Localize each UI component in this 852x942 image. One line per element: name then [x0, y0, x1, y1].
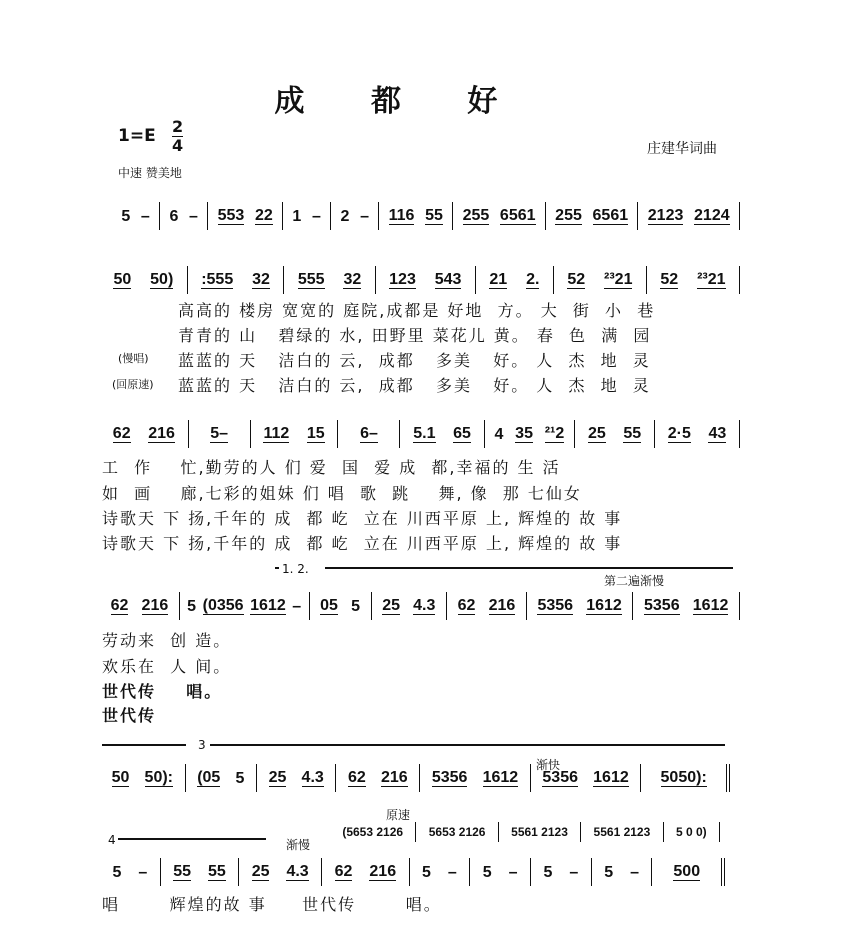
measure — [485, 420, 575, 448]
volta-line — [325, 567, 733, 569]
measure — [420, 764, 531, 792]
note-group: 62 — [334, 863, 353, 880]
measure — [647, 266, 740, 294]
measure — [575, 420, 655, 448]
measure — [100, 764, 186, 792]
note-group: 1612 — [250, 597, 286, 614]
lyric-line: 诗歌天 下 扬,千年的 成 都 屹 立在 川西平原 上, 辉煌的 故 事 — [102, 509, 623, 528]
note-group: 216 — [369, 863, 397, 880]
accompaniment-measure: 5 0 0) — [664, 822, 720, 842]
measure — [284, 266, 375, 294]
lyric-line: 唱 辉煌的故 事 世代传 唱。 — [102, 895, 442, 914]
note-group: 6561 — [499, 207, 536, 224]
lyric-line: 欢乐在 人 间。 — [102, 657, 232, 676]
measure — [189, 420, 251, 448]
note-group: 55 — [207, 863, 226, 880]
author-credit: 庄建华词曲 — [647, 141, 717, 157]
note-group: 50 — [113, 271, 132, 288]
note-group: 1612 — [692, 597, 729, 614]
song-title: 成 都 好 — [274, 84, 526, 119]
measure — [652, 858, 725, 886]
lyric-line: 如 画 廊,七彩的姐妹 们 唱 歌 跳 舞, 像 那 七仙女 — [102, 484, 582, 503]
note-group: 5 — [482, 863, 492, 881]
note-group: 216 — [148, 425, 175, 442]
note-group: – — [630, 863, 639, 881]
measure — [531, 858, 592, 886]
tempo-annotation: 渐慢 — [286, 838, 311, 852]
measure — [331, 202, 379, 230]
measure — [379, 202, 453, 230]
measure — [161, 858, 240, 886]
measure — [400, 420, 484, 448]
note-group: 43 — [708, 425, 727, 442]
measure — [531, 764, 642, 792]
note-group: 55 — [173, 863, 191, 880]
note-group: 50 — [111, 769, 130, 786]
note-group: (0356 — [202, 597, 244, 614]
system-2 — [100, 264, 740, 294]
measure — [554, 266, 647, 294]
measure — [372, 592, 447, 620]
note-group: 6561 — [592, 207, 629, 224]
note-group: 25 — [251, 863, 270, 880]
note-group: 5050): — [660, 769, 707, 786]
measure — [239, 858, 322, 886]
volta-bracket: 3 — [198, 738, 206, 752]
measure — [100, 420, 189, 448]
note-group: 5356 — [537, 597, 574, 614]
note-group: – — [292, 597, 302, 615]
note-group: 5 — [121, 207, 131, 225]
note-group: 1612 — [586, 597, 622, 614]
note-group: – — [569, 863, 579, 881]
measure — [453, 202, 546, 230]
measure — [208, 202, 283, 230]
measure — [338, 420, 400, 448]
note-group: 5 — [351, 597, 360, 615]
measure — [476, 266, 554, 294]
tempo-marking: 中速 赞美地 — [118, 166, 182, 180]
note-group: 52 — [567, 271, 586, 288]
lyric-line: 世代传 — [102, 706, 157, 725]
note-group: 55 — [623, 425, 642, 442]
note-group: 5356 — [431, 769, 468, 786]
note-group: 216 — [141, 597, 169, 614]
tempo-annotation: 第二遍渐慢 — [604, 574, 665, 588]
note-group: – — [138, 863, 148, 881]
tempo-annotation: 渐快 — [536, 758, 561, 772]
time-top: 2 — [172, 117, 184, 136]
measure — [638, 202, 740, 230]
volta-line — [118, 838, 266, 840]
note-group: – — [311, 207, 321, 225]
lyric-line: 世代传 唱。 — [102, 682, 223, 701]
note-group: 50) — [150, 271, 174, 288]
measure — [655, 420, 740, 448]
measure — [100, 592, 180, 620]
note-group: 32 — [343, 271, 362, 288]
measure — [160, 202, 208, 230]
lyric-line: 高高的 楼房 宽宽的 庭院,成都是 好地 方。 大 街 小 巷 — [178, 301, 656, 320]
note-group: 1612 — [482, 769, 519, 786]
note-group: – — [189, 207, 198, 225]
verse-label: (慢唱) — [118, 352, 149, 365]
accompaniment-measure: 5653 2126 — [416, 822, 498, 842]
note-group: :555 — [201, 271, 234, 288]
note-group: 2·5 — [667, 425, 691, 442]
accompaniment-measure: (5653 2126 — [330, 822, 416, 842]
measure — [527, 592, 634, 620]
note-group: 21 — [489, 271, 508, 288]
lyric-line: 蓝蓝的 天 洁白的 云, 成都 多美 好。 人 杰 地 灵 — [178, 376, 651, 395]
measure — [641, 764, 730, 792]
note-group: 5.1 — [413, 425, 436, 442]
note-group: 62 — [110, 597, 129, 614]
measure — [112, 202, 160, 230]
measure — [410, 858, 471, 886]
note-group: 5356 — [644, 597, 680, 614]
measure — [188, 266, 285, 294]
note-group: 2124 — [694, 207, 730, 224]
note-group: 50): — [144, 769, 173, 786]
note-group: 553 — [217, 207, 245, 224]
key-signature: 1=E — [118, 126, 156, 146]
accompaniment-measure: 5561 2123 — [581, 822, 663, 842]
note-group: (05 — [197, 769, 221, 786]
volta-line — [275, 567, 279, 569]
note-group: 1 — [292, 207, 302, 225]
note-group: 4 — [494, 425, 504, 443]
measure — [592, 858, 653, 886]
note-group: 5 — [235, 769, 245, 787]
lyric-line: 诗歌天 下 扬,千年的 成 都 屹 立在 川西平原 上, 辉煌的 故 事 — [102, 534, 623, 553]
note-group: ²³21 — [604, 271, 633, 288]
note-group: 255 — [462, 207, 490, 224]
measure — [470, 858, 531, 886]
note-group: 22 — [254, 207, 273, 224]
note-group: 216 — [488, 597, 516, 614]
measure — [633, 592, 740, 620]
lyric-line: 劳动来 创 造。 — [102, 631, 232, 650]
note-group: 123 — [389, 271, 416, 288]
system-4 — [100, 590, 740, 620]
note-group: 32 — [252, 271, 270, 288]
measure — [180, 592, 310, 620]
tempo-annotation: 原速 — [386, 808, 411, 822]
measure — [546, 202, 639, 230]
measure — [322, 858, 409, 886]
note-group: 25 — [268, 769, 287, 786]
volta-line — [210, 744, 725, 746]
system-6 — [100, 856, 725, 886]
accompaniment-measure: 5561 2123 — [499, 822, 581, 842]
note-group: 5 — [604, 863, 614, 881]
note-group: 5 — [112, 863, 122, 881]
measure — [251, 420, 339, 448]
note-group: 216 — [380, 769, 408, 786]
note-group: 35 — [515, 425, 533, 442]
note-group: 255 — [555, 207, 582, 224]
verse-label: (回原速) — [112, 378, 154, 391]
note-group: 6– — [360, 425, 378, 442]
volta-line — [102, 744, 186, 746]
note-group: 555 — [297, 271, 325, 288]
note-group: 5 — [187, 597, 197, 615]
note-group: 112 — [263, 425, 290, 442]
measure — [447, 592, 527, 620]
measure — [100, 266, 188, 294]
lyric-line: 工 作 忙,勤劳的人 们 爱 国 爱 成 都,幸福的 生 活 — [102, 458, 561, 477]
note-group: 62 — [457, 597, 476, 614]
note-group: 4.3 — [413, 597, 436, 614]
note-group: ²¹2 — [544, 425, 565, 442]
lyric-line: 蓝蓝的 天 洁白的 云, 成都 多美 好。 人 杰 地 灵 — [178, 351, 651, 370]
note-group: 55 — [425, 207, 443, 224]
note-group: – — [508, 863, 518, 881]
time-signature — [172, 118, 183, 155]
note-group: – — [140, 207, 150, 225]
note-group: 4.3 — [301, 769, 324, 786]
measure — [257, 764, 336, 792]
note-group: 4.3 — [286, 863, 309, 880]
measure — [310, 592, 372, 620]
measure — [376, 266, 476, 294]
volta-bracket: 4 — [108, 833, 116, 847]
system-3 — [100, 418, 740, 448]
note-group: 5– — [210, 425, 229, 442]
note-group: 65 — [453, 425, 471, 442]
lyric-line: 青青的 山 碧绿的 水, 田野里 菜花儿 黄。 春 色 满 园 — [178, 326, 652, 345]
note-group: 25 — [587, 425, 606, 442]
note-group: 1612 — [593, 769, 629, 786]
measure — [100, 858, 161, 886]
note-group: 5 — [422, 863, 431, 881]
note-group: – — [360, 207, 369, 225]
note-group: 543 — [434, 271, 462, 288]
note-group: 116 — [388, 207, 415, 224]
measure — [186, 764, 257, 792]
time-bottom: 4 — [172, 136, 184, 155]
note-group: 5356 — [542, 769, 578, 786]
system-5 — [100, 762, 730, 792]
note-group: 62 — [112, 425, 131, 442]
note-group: 62 — [347, 769, 366, 786]
measure — [283, 202, 331, 230]
system-1 — [112, 200, 740, 230]
note-group: ²³21 — [697, 271, 726, 288]
note-group: 2. — [526, 271, 540, 288]
accompaniment — [330, 820, 720, 842]
volta-bracket: 1. 2. — [282, 562, 309, 576]
note-group: 500 — [673, 863, 701, 880]
note-group: 15 — [306, 425, 325, 442]
note-group: 5 — [543, 863, 553, 881]
note-group: 2123 — [647, 207, 684, 224]
note-group: 25 — [382, 597, 400, 614]
note-group: 52 — [660, 271, 679, 288]
measure — [336, 764, 420, 792]
note-group: 05 — [320, 597, 338, 614]
note-group: 2 — [340, 207, 350, 225]
note-group: – — [447, 863, 457, 881]
note-group: 6 — [169, 207, 179, 225]
